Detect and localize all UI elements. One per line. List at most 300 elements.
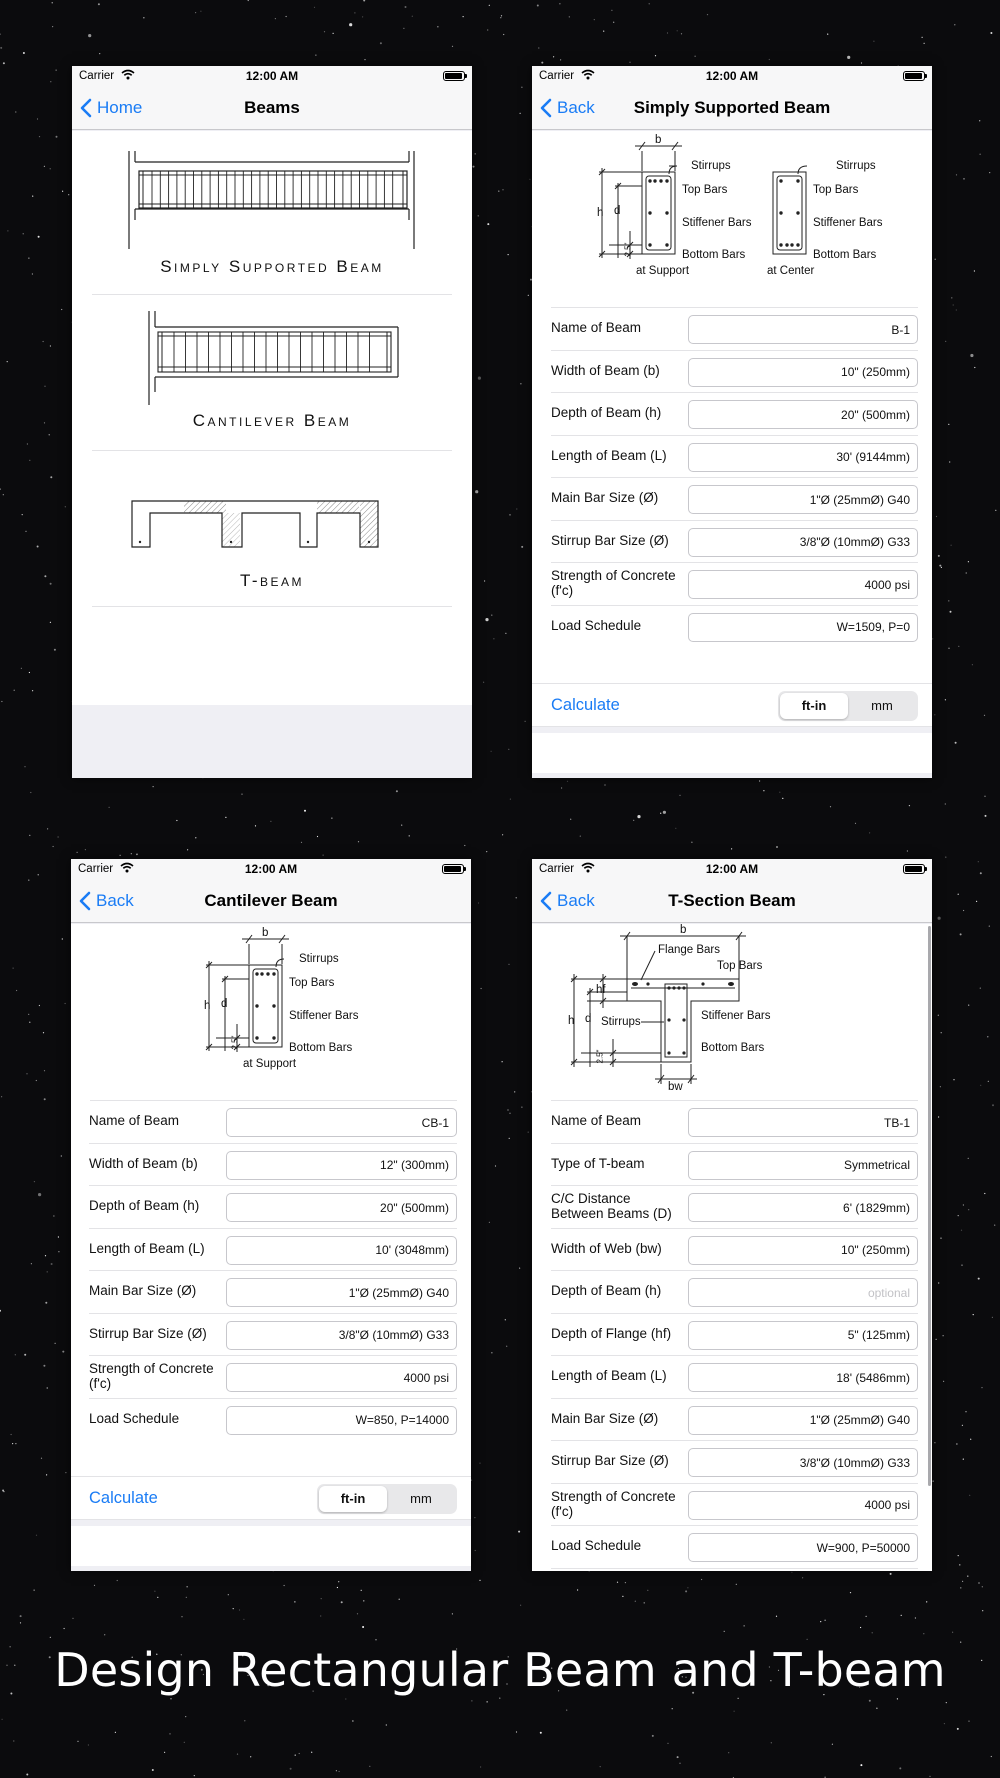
dim-bw-label: bw [668,1081,683,1093]
star [452,46,453,47]
star [832,1744,833,1745]
star [77,852,78,853]
star [724,1631,725,1632]
star [508,964,509,965]
star [649,3,650,4]
list-item-cantilever-beam[interactable] [92,295,452,451]
star [570,819,571,820]
star [600,1766,601,1767]
unit-option-ft-in[interactable]: ft-in [780,693,848,719]
star [519,1268,520,1269]
form-row [89,1314,457,1357]
star [58,836,59,837]
star [244,1720,245,1721]
main-bar-size-field[interactable] [226,1278,457,1307]
form-row [551,606,918,649]
star [39,136,40,137]
star [995,510,996,511]
concrete-strength-field[interactable] [688,1491,918,1520]
bottom-bars-label: Bottom Bars [289,1042,353,1054]
star [195,837,196,838]
star [968,1005,969,1006]
back-label: Home [97,98,143,117]
star [30,792,31,793]
star [945,857,946,858]
star [525,721,526,722]
battery-icon [903,864,925,874]
main-bar-size-field[interactable] [688,1406,918,1435]
star [695,56,696,57]
load-schedule-field[interactable] [688,1533,918,1562]
star [807,1639,808,1640]
star [55,1343,56,1344]
star [938,555,940,557]
star [681,33,682,34]
bottom-bars-label: Bottom Bars [682,249,746,261]
star [34,1590,35,1591]
star [577,1589,578,1590]
field-label: Name of Beam [551,1113,642,1128]
star [915,1617,916,1618]
stirrup-bar-size-field[interactable] [226,1321,457,1350]
page-title: Beams [244,98,300,117]
page-title: Simply Supported Beam [633,98,831,117]
form-row [551,1186,918,1229]
calculate-button[interactable]: Calculate [551,696,620,714]
star [973,1314,974,1315]
back-label: Back [557,98,595,117]
star [486,851,487,852]
scrollbar[interactable] [928,926,931,1486]
star [956,1443,957,1444]
star [528,1132,529,1133]
star [759,780,760,781]
at-center-label: at Center [767,265,815,277]
dim-b-label: b [655,134,662,146]
star [514,1091,515,1092]
star [663,811,666,814]
field-label: Load Schedule [551,1538,642,1553]
star [491,1352,492,1353]
star [62,191,63,192]
star [3,62,5,64]
star [647,1590,648,1591]
star [299,1753,300,1754]
star [399,1599,400,1600]
form-row [89,1186,457,1229]
form-row [551,1399,918,1442]
dim-h-label: h [568,1015,575,1027]
star [12,1443,13,1444]
star [98,3,100,5]
star [980,988,981,989]
star [65,1472,66,1473]
star [36,1080,37,1081]
star [855,823,856,824]
status-bar [71,859,471,879]
star [948,424,949,425]
star [270,821,271,822]
flange-depth-field[interactable] [688,1321,918,1350]
star [36,1535,37,1536]
star [405,6,407,8]
field-label: Type of T-beam [551,1155,645,1171]
cantilever-beam-screen [71,859,471,1571]
star [495,1165,496,1166]
star [830,806,831,807]
star [974,270,975,271]
star [338,1581,339,1582]
top-bars-label: Top Bars [682,184,728,196]
field-label: Depth of Beam (h) [551,1283,662,1298]
beam-depth-field[interactable] [688,400,918,429]
star [484,580,485,581]
star [687,1587,688,1588]
star [969,1495,970,1496]
field-label: Name of Beam [89,1113,180,1128]
star [569,16,570,17]
star [866,1616,867,1617]
star [49,434,50,435]
star [380,42,382,44]
beam-length-field[interactable] [688,443,918,472]
section-diagram [551,924,918,1101]
beam-name-field[interactable] [226,1108,457,1137]
star [528,295,529,296]
star [629,62,630,63]
star [502,1061,503,1062]
dim-d-label: d [221,998,228,1010]
unit-option-mm[interactable]: mm [871,698,893,713]
star [286,16,287,17]
form-row [551,563,918,606]
star [77,1741,78,1742]
star [16,990,17,991]
top-bars-label: Top Bars [813,184,859,196]
star [982,1586,983,1587]
carrier-label: Carrier [79,70,115,82]
star [65,506,66,507]
beam-length-field[interactable] [226,1236,457,1265]
star [345,1698,346,1699]
star [24,1354,26,1356]
star [731,848,732,849]
star [861,62,862,63]
star [489,5,490,6]
star [943,1381,944,1382]
star [53,846,54,847]
dim-cover-label: 2.5" [230,1035,240,1050]
main-bar-size-field[interactable] [688,485,918,514]
beam-width-field[interactable] [226,1151,457,1180]
stirrups-label: Stirrups [691,160,731,172]
star [364,59,365,60]
star [538,47,539,48]
star [475,490,478,493]
star [992,1317,993,1318]
star [959,1564,960,1565]
star [872,1632,873,1633]
star [509,1138,510,1139]
star [29,1022,30,1023]
star [485,618,488,621]
status-bar [532,66,932,86]
form-row [551,1229,918,1272]
star [239,1609,240,1610]
calculate-bar [532,683,932,727]
star [945,699,946,700]
star [926,1601,927,1602]
page-title: T-Section Beam [668,891,796,910]
beam-caption: Simply Supported Beam [160,257,384,276]
star [357,1613,358,1614]
star [501,15,502,16]
star [968,1158,969,1159]
star [516,508,517,509]
form-row [551,351,918,394]
star [850,1592,851,1593]
star [290,1768,292,1770]
carrier-label: Carrier [539,863,575,875]
form-row [551,1356,918,1399]
star [412,16,413,17]
star [956,309,957,310]
star [820,1621,821,1622]
star [44,1070,45,1071]
field-label: Depth of Flange (hf) [551,1325,672,1341]
bottom-bars-label: Bottom Bars [701,1042,765,1054]
beam-name-field[interactable] [688,1108,918,1137]
star [644,1602,645,1603]
star [233,1608,234,1609]
star [304,810,306,812]
nav-bar [71,879,471,923]
star [520,1605,521,1606]
star [966,572,967,573]
star [50,168,51,169]
stirrup-bar-size-field[interactable] [688,1448,918,1477]
star [170,1698,171,1699]
beam-name-field[interactable] [688,315,918,344]
beam-depth-field[interactable] [226,1193,457,1222]
star [478,215,479,216]
star [566,1710,567,1711]
t-beam-type-field[interactable] [688,1151,918,1180]
star [43,1365,45,1367]
simply-supported-beam-screen [532,66,932,778]
star [968,561,969,562]
star [951,545,952,546]
star [99,53,100,54]
star [31,1263,32,1264]
star [769,59,770,60]
star [187,849,188,850]
star [32,690,33,691]
star [0,489,1,490]
star [478,377,481,380]
star [489,1222,490,1223]
star [143,17,144,18]
star [509,514,510,515]
star [337,1587,338,1588]
star [28,880,29,881]
star [510,799,511,800]
form-row [551,1314,918,1357]
star [961,1230,962,1231]
star [560,59,561,60]
star [452,1613,453,1614]
star [157,1597,158,1598]
star [44,575,46,577]
star [652,1735,654,1737]
star [50,622,51,623]
star [44,386,45,387]
star [187,1586,188,1587]
star [0,1310,1,1312]
star [960,933,962,935]
t-section-beam-screen [532,859,932,1571]
star [32,196,33,197]
star [401,825,402,826]
star [941,1032,942,1033]
cc-distance-field[interactable] [688,1193,918,1222]
list-item-t-beam[interactable] [92,451,452,607]
star [29,672,30,673]
star [499,1698,500,1699]
star [88,1744,89,1745]
star [954,24,955,25]
dim-hf-label: hf [596,984,606,996]
star [39,1005,40,1006]
star [951,297,952,298]
at-support-label: at Support [243,1058,297,1070]
nav-bar [532,86,932,130]
form-row [551,521,918,564]
star [13,968,14,969]
star [50,583,52,585]
star [677,1756,679,1758]
form-row [551,1441,918,1484]
concrete-strength-field[interactable] [226,1363,457,1392]
star [960,1587,961,1588]
star [169,1733,170,1734]
star [604,784,605,785]
star [88,34,91,37]
carrier-label: Carrier [539,70,575,82]
star [284,1585,285,1586]
concrete-strength-field[interactable] [688,570,918,599]
star [487,1701,488,1702]
star [978,861,979,862]
beam-depth-field[interactable] [688,1278,918,1307]
list-item-simply-supported-beam[interactable] [92,139,452,295]
star [23,233,24,234]
star [948,600,949,601]
calculate-button[interactable]: Calculate [89,1489,158,1507]
star [473,166,475,168]
star [876,1708,877,1709]
star [936,516,937,517]
star [603,31,604,32]
star [978,1278,980,1280]
star [869,832,870,833]
star [354,12,355,13]
star [981,1387,982,1388]
beam-form [71,924,471,1476]
load-schedule-field[interactable] [226,1406,457,1435]
star [437,26,438,27]
star [611,10,612,11]
star [984,796,985,797]
star [464,845,465,846]
section-diagram [90,924,457,1101]
web-width-field[interactable] [688,1236,918,1265]
star [47,1387,48,1388]
star [38,236,40,238]
star [479,1463,480,1464]
star [45,1255,46,1256]
star [1,1719,2,1720]
star [386,1724,387,1725]
star [478,902,479,903]
dim-d-label: d [585,1013,592,1025]
top-bars-label: Top Bars [717,960,763,972]
star [580,836,581,837]
star [907,850,908,851]
star [679,795,680,796]
beam-form [532,924,932,1571]
form-row [89,1271,457,1314]
star [594,19,595,20]
unit-option-mm[interactable]: mm [410,1491,432,1506]
dim-cover-label: 2.5" [595,1049,605,1064]
star [963,1204,964,1205]
beam-width-field[interactable] [688,358,918,387]
star [28,1014,29,1015]
star [154,1591,155,1592]
star [396,790,398,792]
star [537,5,539,7]
star [480,1766,481,1767]
form-row [551,393,918,436]
stirrups-label: Stirrups [299,953,339,965]
clock: 12:00 AM [244,862,298,876]
star [909,805,910,806]
star [990,32,992,34]
star [117,1580,118,1581]
star [487,29,488,30]
star [965,1411,966,1412]
star [890,1573,892,1575]
star [85,849,86,850]
field-label: Length of Beam (L) [551,447,667,463]
star [349,23,352,26]
stirrup-bar-size-field[interactable] [688,528,918,557]
star [26,1774,28,1776]
star [38,1193,41,1196]
clock: 12:00 AM [245,69,299,83]
load-schedule-field[interactable] [688,613,918,642]
clock: 12:00 AM [705,862,759,876]
star [241,794,242,795]
beam-length-field[interactable] [688,1363,918,1392]
battery-icon [442,864,464,874]
dim-b-label: b [680,924,687,936]
star [228,1594,229,1595]
star [131,853,132,854]
star [50,345,51,346]
unit-option-ft-in[interactable]: ft-in [319,1486,387,1512]
